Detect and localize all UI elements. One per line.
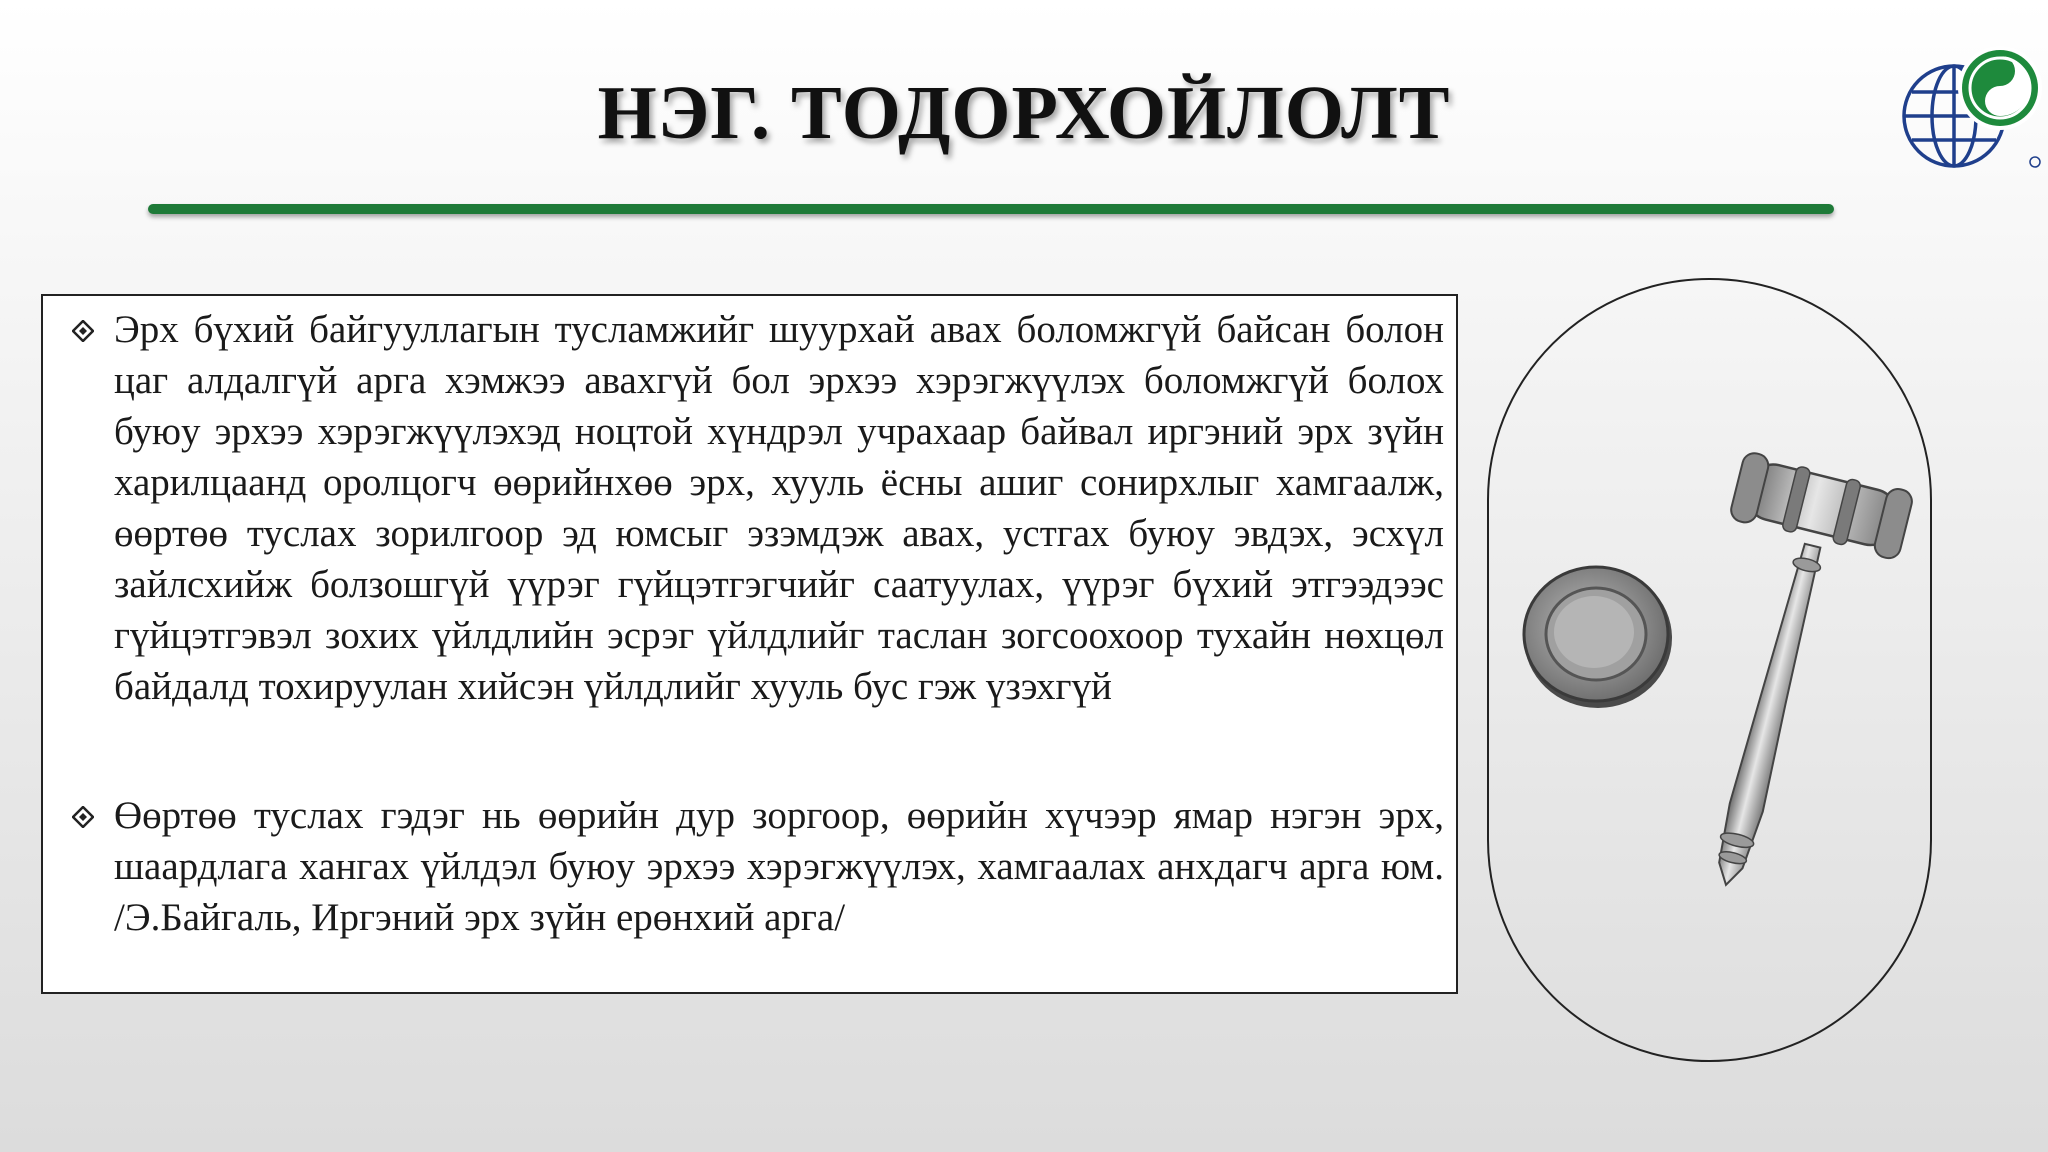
bullet-item [72,790,1444,943]
slide-title: НЭГ. ТОДОРХОЙЛОЛТ [597,71,1451,155]
title-underline [148,204,1834,214]
bullet-text: Өөртөө туслах гэдэг нь өөрийн дур зоргоор, өөрийн хүчээр ямар нэгэн эрх, шаардлага хангах үйлдэл буюу эрхээ хэрэгжүүлэх, хамгаалах анхдагч арга юм. /Э.Байгаль, Иргэний эрх зүйн ерөнхий арга/ [114,794,1444,939]
diamond-bullet-icon [72,806,94,828]
bullet-text: Эрх бүхий байгууллагын тусламжийг шуурхай авах боломжгүй байсан болон цаг алдалгүй арга хэмжээ авахгүй бол эрхээ хэрэгжүүлэх боломжгүй болох буюу эрхээ хэрэгжүүлэхэд ноцтой хүндрэл учрахаар байвал иргэний эрх зүйн харилцаанд оролцогч өөрийнхөө эрх, хууль ёсны ашиг сонирхлыг хамгаалж, өөртөө туслах зорилгоор эд юмсыг эзэмдэж авах, устгах буюу эвдэх, эсхүл зайлсхийж болзошгүй үүрэг гүйцэтгэгчийг саатуулах, үүрэг бүхий этгээдээс гүйцэтгэвэл зохих үйлдлийн эсрэг үйлдлийг таслан зогсоохоор тухайн нөхцөл байдалд тохируулан хийсэн үйлдлийг хууль бус гэж үзэхгүй [114,308,1444,708]
gavel-icon [1520,450,1920,920]
bullet-item [72,304,1444,712]
globe-logo-icon [1896,38,2042,174]
diamond-bullet-icon [72,320,94,342]
